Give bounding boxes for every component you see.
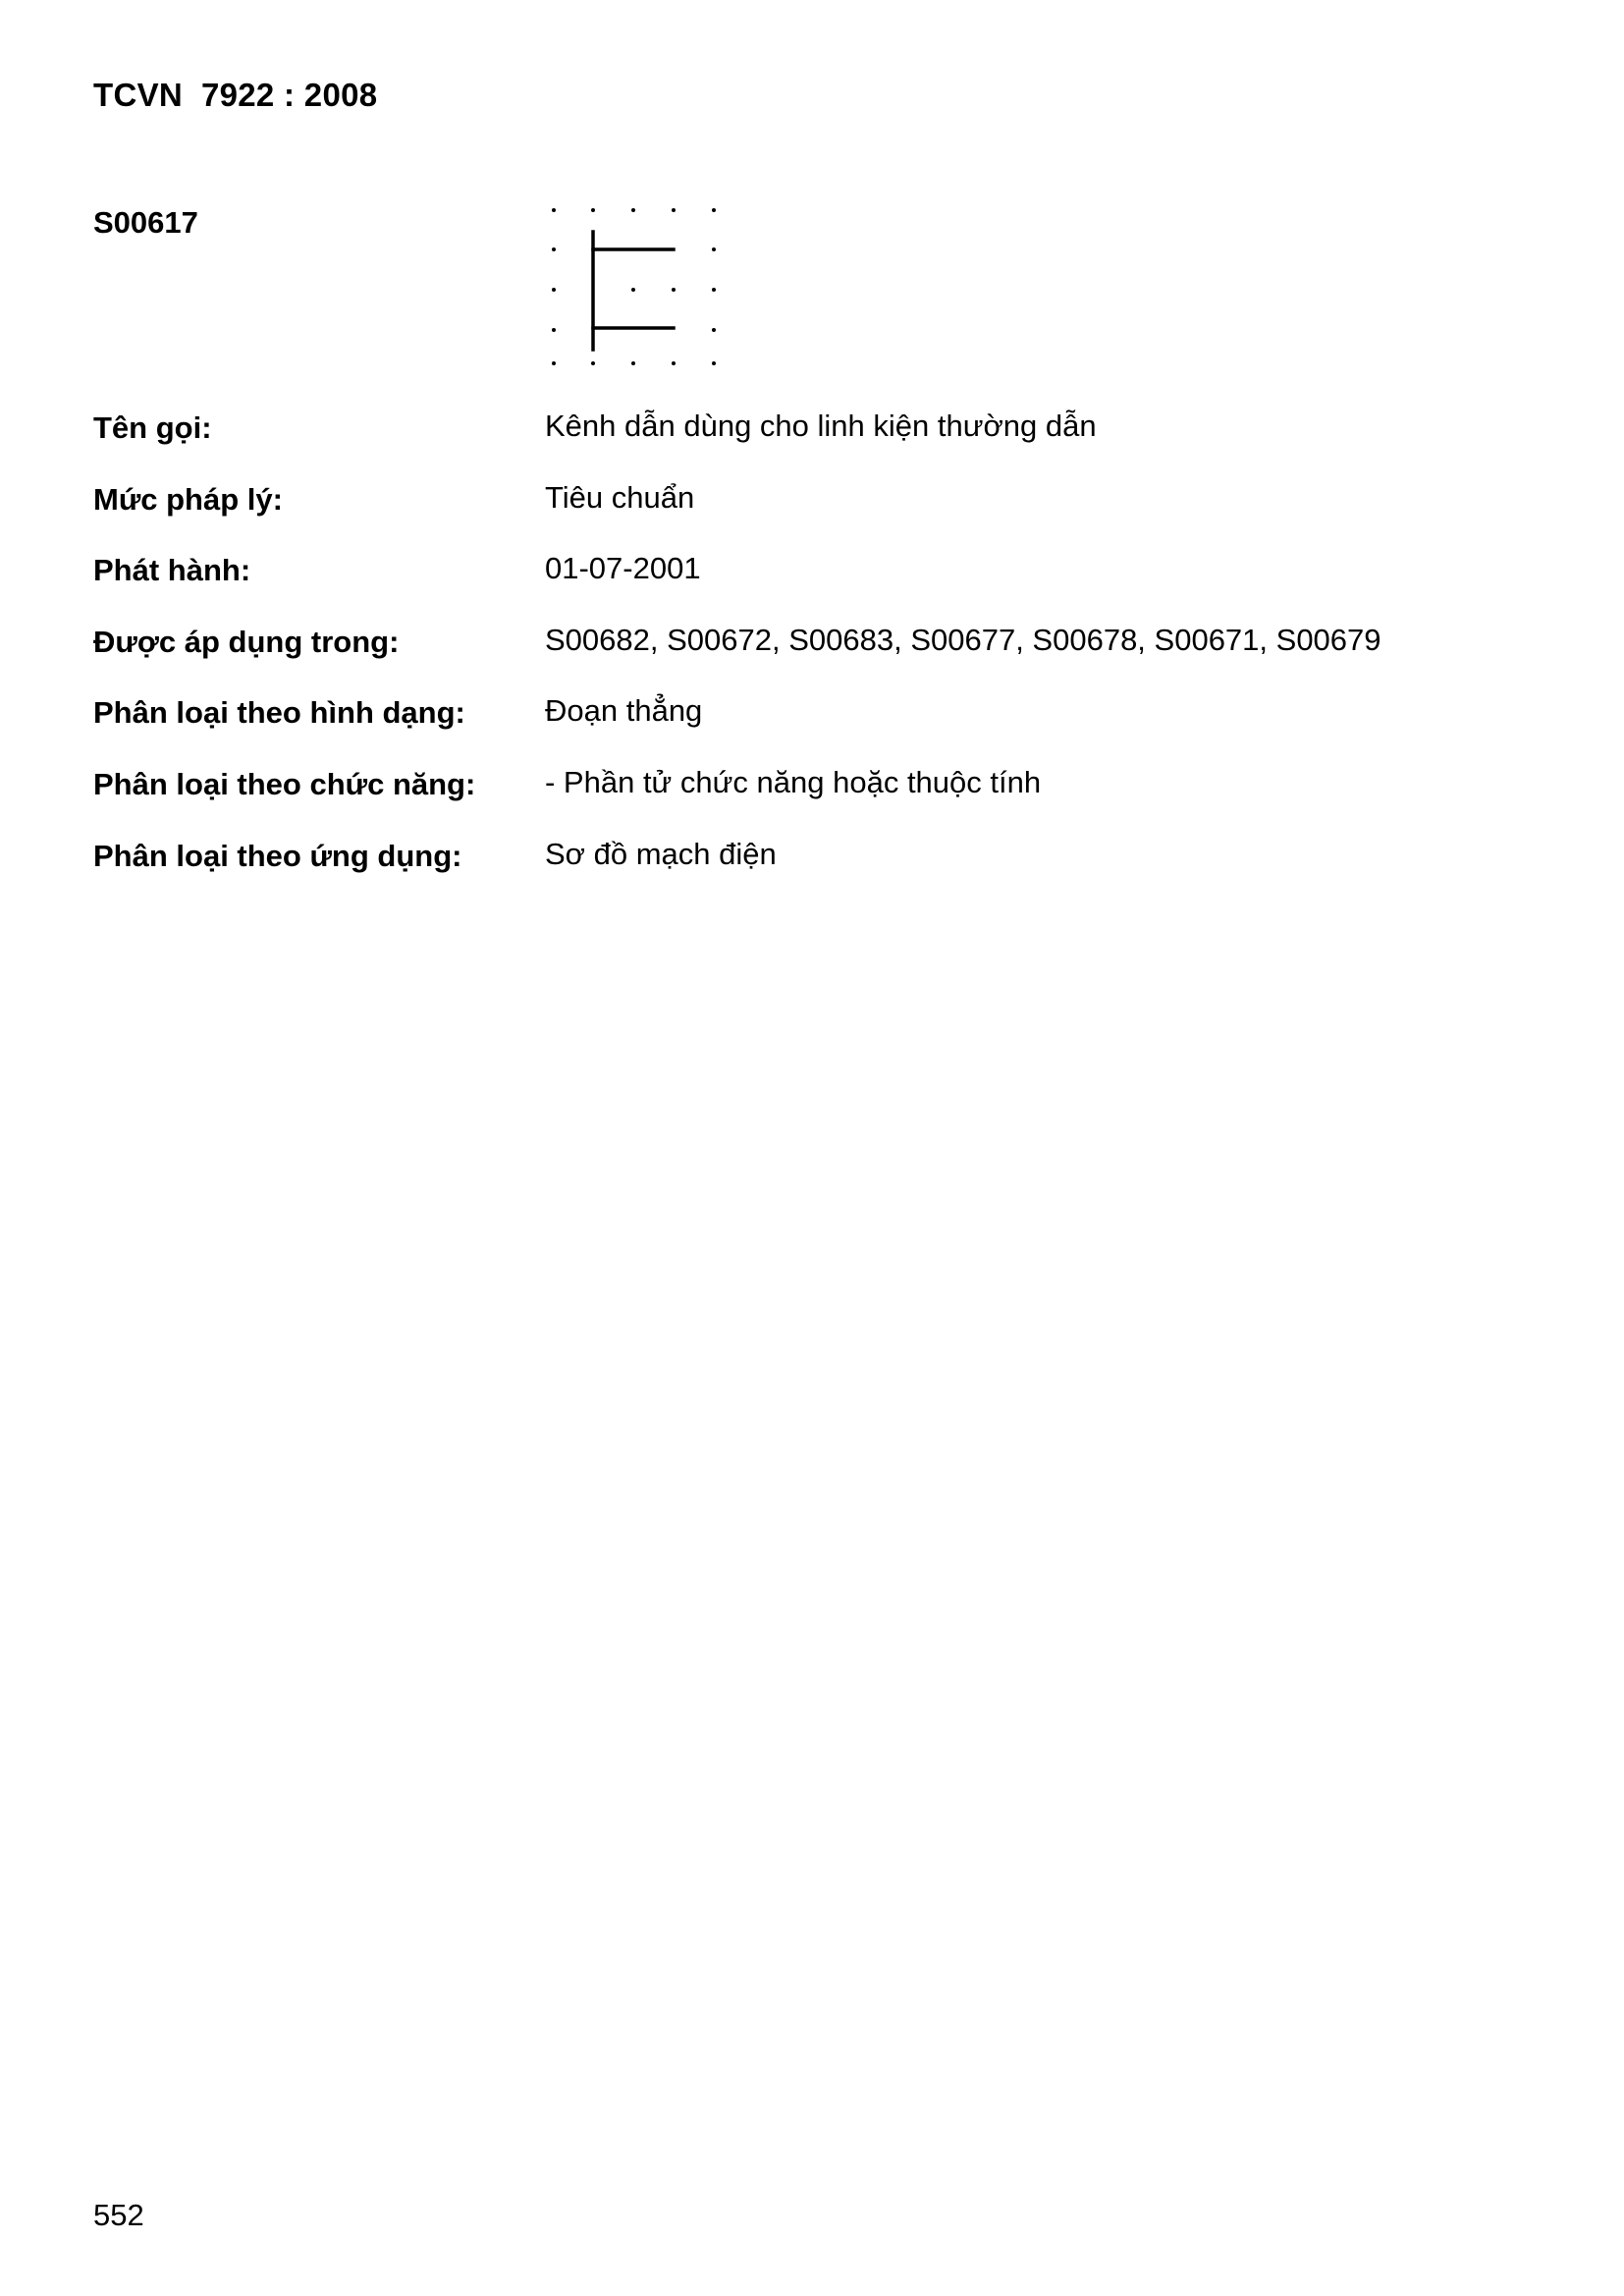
document-header: TCVN 7922 : 2008 xyxy=(93,77,378,113)
info-value: - Phần tử chức năng hoặc thuộc tính xyxy=(545,764,1042,799)
symbol-info-list xyxy=(93,410,1546,909)
info-label: Phân loại theo chức năng: xyxy=(93,766,476,801)
info-row-shape-class xyxy=(93,695,1546,767)
conduit-channel-symbol-icon xyxy=(540,196,727,373)
info-value: S00682, S00672, S00683, S00677, S00678, S00671, S00679 xyxy=(545,622,1381,657)
info-value: 01-07-2001 xyxy=(545,551,701,586)
info-value: Tiêu chuẩn xyxy=(545,479,695,515)
info-value: Sơ đồ mạch điện xyxy=(545,836,777,871)
info-label: Tên gọi: xyxy=(93,410,212,445)
info-label: Được áp dụng trong: xyxy=(93,624,400,659)
info-label: Phân loại theo ứng dụng: xyxy=(93,838,462,873)
symbol-code: S00617 xyxy=(93,205,198,240)
info-row-name xyxy=(93,410,1546,482)
grid-dots xyxy=(552,208,716,365)
info-value: Kênh dẫn dùng cho linh kiện thường dẫn xyxy=(545,409,1097,443)
info-value: Đoạn thẳng xyxy=(545,693,703,729)
info-label: Phân loại theo hình dạng: xyxy=(93,695,465,731)
info-label: Phát hành: xyxy=(93,553,251,588)
info-row-issued xyxy=(93,553,1546,625)
page-number: 552 xyxy=(93,2198,144,2232)
info-row-legal-level xyxy=(93,479,1546,554)
info-row-applied-in xyxy=(93,622,1546,696)
info-label: Mức pháp lý: xyxy=(93,481,283,517)
info-row-function-class xyxy=(93,764,1546,839)
info-row-application-class xyxy=(93,836,1546,910)
